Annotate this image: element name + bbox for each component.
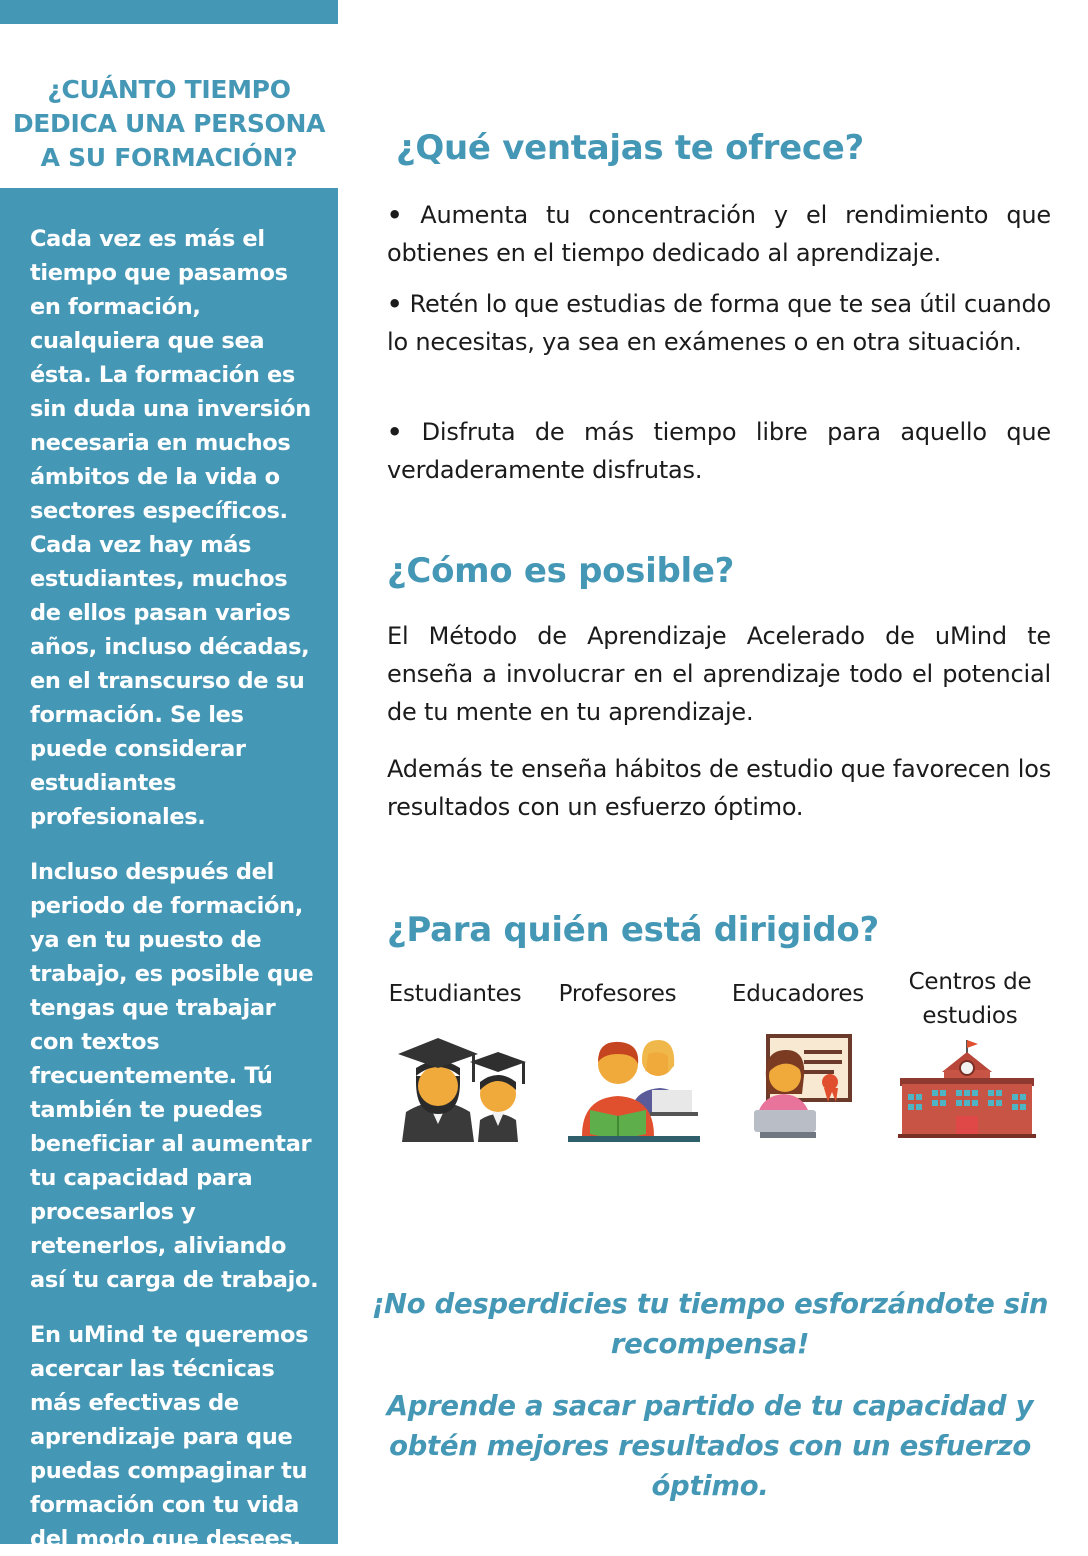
posible-heading: ¿Cómo es posible?: [387, 551, 735, 591]
ventajas-item-text: Aumenta tu concentración y el rendimiento que obtienes en el tiempo dedicado al aprendizaje.: [387, 201, 1051, 267]
posible-paragraph: El Método de Aprendizaje Acelerado de uMind te enseña a involucrar en el aprendizaje todo el potencial de tu mente en tu aprendizaje.: [387, 622, 1051, 726]
closing-line-1: ¡No desperdicies tu tiempo esforzándote sin recompensa!: [371, 1288, 1049, 1360]
closing-line-2: Aprende a sacar partido de tu capacidad y obtén mejores resultados con un esfuerzo óptimo.: [386, 1390, 1034, 1502]
bullet-icon: •: [387, 418, 403, 446]
ventajas-item: [387, 196, 1051, 272]
dirigido-heading: ¿Para quién está dirigido?: [387, 910, 879, 950]
sidebar-title-line: ¿CUÁNTO TIEMPO: [47, 74, 291, 104]
graduates-icon: [398, 1032, 532, 1142]
educator-icon: [748, 1032, 854, 1142]
sidebar-paragraph: Cada vez es más el tiempo que pasamos en formación, cualquiera que sea ésta. La formación es sin duda una inversión necesaria en muchos ámbitos de la vida o sectores específicos. Cada vez hay más estudiantes, muchos de ellos pasan varios años, incluso décadas, en el transcurso de su formación. Se les puede considerar estudiantes profesionales.: [30, 226, 311, 830]
bullet-icon: •: [387, 290, 403, 318]
sidebar-title: [0, 73, 338, 175]
sidebar-panel: [0, 188, 338, 1552]
sidebar-title-line: A SU FORMACIÓN?: [40, 142, 298, 172]
sidebar-top-bar: [0, 0, 338, 24]
sidebar: [0, 0, 338, 1552]
sidebar-title-line: DEDICA UNA PERSONA: [12, 108, 326, 138]
audience-label-estudiantes: Estudiantes: [388, 981, 522, 1007]
school-building-icon: [898, 1038, 1036, 1138]
ventajas-item: [387, 285, 1051, 361]
bullet-icon: •: [387, 201, 403, 229]
ventajas-item-text: Retén lo que estudias de forma que te sea útil cuando lo necesitas, ya sea en exámenes o en otra situación.: [387, 290, 1051, 356]
ventajas-item-text: Disfruta de más tiempo libre para aquello que verdaderamente disfrutas.: [387, 418, 1051, 484]
sidebar-paragraph: En uMind te queremos acercar las técnicas más efectivas de aprendizaje para que puedas compaginar tu formación con tu vida del modo que desees.: [30, 1322, 309, 1552]
sidebar-paragraph: Incluso después del periodo de formación, ya en tu puesto de trabajo, es posible que tengas que trabajar con textos frecuentemente. Tú también te puedes beneficiar al aumentar tu capacidad para procesarlos y retenerlos, aliviando así tu carga de trabajo.: [30, 859, 319, 1293]
ventajas-item: [387, 413, 1051, 489]
ventajas-heading: ¿Qué ventajas te ofrece?: [396, 128, 864, 168]
audience-label-profesores: Profesores: [558, 981, 677, 1007]
audience-label-centros: Centros de estudios: [908, 969, 1032, 1029]
audience-label-educadores: Educadores: [731, 981, 865, 1007]
teachers-icon: [568, 1032, 700, 1142]
posible-paragraph: Además te enseña hábitos de estudio que favorecen los resultados con un esfuerzo óptimo.: [387, 755, 1051, 821]
